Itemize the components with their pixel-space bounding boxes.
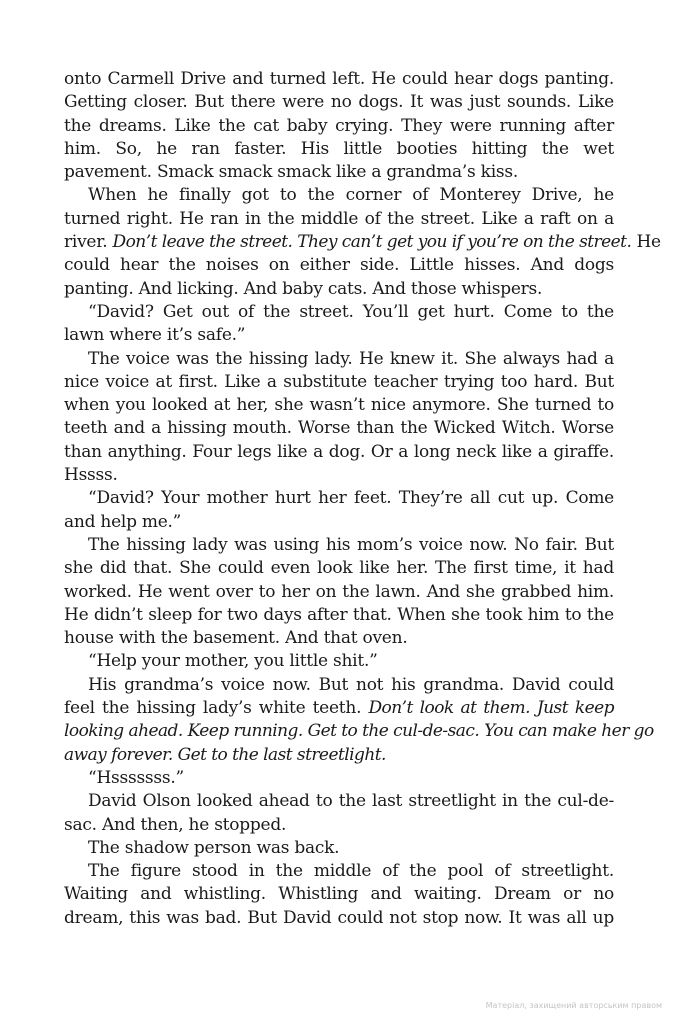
text-line <box>64 161 614 184</box>
text-line <box>64 254 614 277</box>
body-text <box>64 68 661 930</box>
text-line <box>64 697 614 720</box>
text-line <box>64 231 661 254</box>
text-line <box>64 790 614 813</box>
text-run: house with the basement. And that oven. <box>64 628 408 649</box>
text-run: David Olson looked ahead to the last streetlight in the cul-de- <box>88 791 614 812</box>
text-line <box>64 767 614 790</box>
text-line <box>64 627 614 650</box>
text-line <box>64 301 614 324</box>
text-line <box>64 68 614 91</box>
text-line <box>64 604 614 627</box>
text-run: she did that. She could even look like her. The first time, it had <box>64 558 614 579</box>
text-run: sac. And then, he stopped. <box>64 814 287 835</box>
text-line <box>64 534 614 557</box>
text-line <box>64 394 614 417</box>
text-line <box>64 744 614 767</box>
text-run: when you looked at her, she wasn’t nice anymore. She turned to <box>64 395 614 416</box>
text-run: Getting closer. But there were no dogs. It was just sounds. Like <box>64 92 614 113</box>
text-line <box>64 371 614 394</box>
text-run: pavement. Smack smack smack like a grandma’s kiss. <box>64 162 519 183</box>
text-line <box>64 511 614 534</box>
text-run: lawn where it’s safe.” <box>64 325 246 346</box>
text-run: turned right. He ran in the middle of the street. Like a raft on a <box>64 208 614 229</box>
text-line <box>64 487 614 510</box>
text-run: the dreams. Like the cat baby crying. They were running after <box>64 115 614 136</box>
text-run: “David? Your mother hurt her feet. They’re all cut up. Come <box>88 488 614 509</box>
text-run: dream, this was bad. But David could not stop now. It was all up <box>64 907 614 928</box>
text-line <box>64 650 614 673</box>
text-line <box>64 324 614 347</box>
text-line <box>64 837 614 860</box>
text-run: The figure stood in the middle of the pool of streetlight. <box>88 861 614 882</box>
text-run: and help me.” <box>64 511 182 532</box>
copyright-watermark: Матеріал, захищений авторським правом <box>485 1001 662 1010</box>
text-run: panting. And licking. And baby cats. And those whispers. <box>64 278 543 299</box>
text-line <box>64 441 614 464</box>
text-run: him. So, he ran faster. His little booties hitting the wet <box>64 138 614 159</box>
text-run: When he finally got to the corner of Monterey Drive, he <box>88 185 614 206</box>
text-run: He didn’t sleep for two days after that. When she took him to the <box>64 604 614 625</box>
text-line <box>64 138 614 161</box>
italic-run: Don’t leave the street. They can’t get you if you’re on the street. <box>112 232 632 253</box>
text-line <box>64 91 614 114</box>
text-line <box>64 720 654 743</box>
italic-run: away forever. Get to the last streetlight. <box>64 744 386 765</box>
text-line <box>64 557 614 580</box>
text-line <box>64 907 614 930</box>
text-run: “Help your mother, you little shit.” <box>88 651 378 672</box>
text-line <box>64 184 614 207</box>
text-run: “David? Get out of the street. You’ll get hurt. Come to the <box>88 301 614 322</box>
text-run: nice voice at first. Like a substitute teacher trying too hard. But <box>64 371 614 392</box>
text-line <box>64 115 614 138</box>
text-line <box>64 348 614 371</box>
text-run: He <box>631 232 661 253</box>
text-line <box>64 814 614 837</box>
text-run: His grandma’s voice now. But not his grandma. David could <box>88 674 614 695</box>
text-line <box>64 417 614 440</box>
text-run: teeth and a hissing mouth. Worse than the Wicked Witch. Worse <box>64 418 614 439</box>
italic-run: Don’t look at them. Just keep <box>368 698 614 719</box>
text-run: The voice was the hissing lady. He knew it. She always had a <box>88 348 614 369</box>
text-line <box>64 278 614 301</box>
text-run: could hear the noises on either side. Little hisses. And dogs <box>64 255 614 276</box>
text-line <box>64 883 614 906</box>
text-run: feel the hissing lady’s white teeth. <box>64 698 369 719</box>
text-line <box>64 464 614 487</box>
text-run: The shadow person was back. <box>88 837 340 858</box>
text-run: Hssss. <box>64 465 118 486</box>
text-line <box>64 860 614 883</box>
text-run: worked. He went over to her on the lawn. And she grabbed him. <box>64 581 614 602</box>
text-line <box>64 581 614 604</box>
text-run: onto Carmell Drive and turned left. He could hear dogs panting. <box>64 69 614 89</box>
text-run: “Hsssssss.” <box>88 767 184 788</box>
text-run: river. <box>64 232 113 253</box>
text-run: The hissing lady was using his mom’s voice now. No fair. But <box>88 534 614 555</box>
text-run: than anything. Four legs like a dog. Or a long neck like a giraffe. <box>64 441 614 462</box>
text-run: Waiting and whistling. Whistling and waiting. Dream or no <box>64 884 614 905</box>
italic-run: looking ahead. Keep running. Get to the cul-de-sac. You can make her go <box>64 721 654 742</box>
text-line <box>64 208 614 231</box>
text-line <box>64 674 614 697</box>
